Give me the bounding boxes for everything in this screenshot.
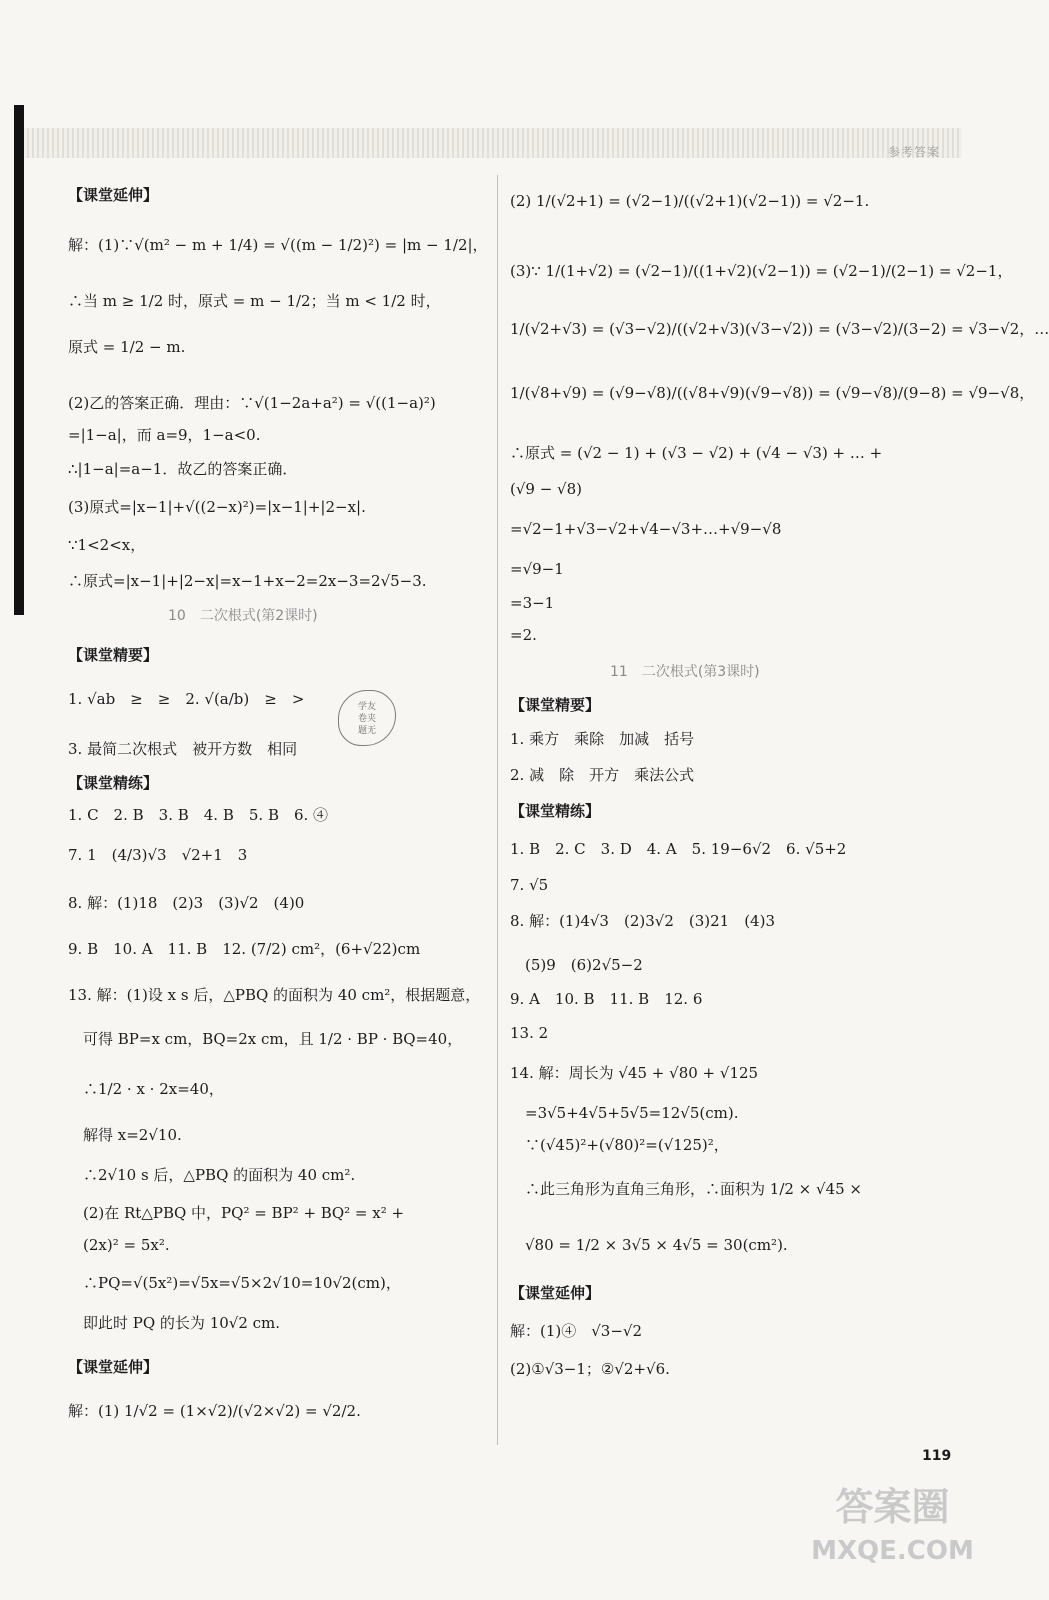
- text-line: 即此时 PQ 的长为 10√2 cm.: [68, 1314, 281, 1332]
- text-line: 14. 解：周长为 √45 + √80 + √125: [510, 1064, 759, 1082]
- text-line: 13. 2: [510, 1024, 549, 1042]
- text-line: =√2−1+√3−√2+√4−√3+…+√9−√8: [510, 520, 782, 538]
- text-line: =3−1: [510, 594, 555, 612]
- text-line: (√9 − √8): [510, 480, 583, 498]
- text-line: ∴原式 = (√2 − 1) + (√3 − √2) + (√4 − √3) + … +: [510, 444, 883, 462]
- text-line: 7. 1 (4/3)√3 √2+1 3: [68, 846, 248, 864]
- column-divider: [497, 175, 498, 1445]
- text-line: =3√5+4√5+5√5=12√5(cm).: [510, 1104, 739, 1122]
- text-line: 解：(1)④ √3−√2: [510, 1322, 643, 1340]
- header-tag: 参考答案: [887, 145, 940, 159]
- text-line: 13. 解：(1)设 x s 后，△PBQ 的面积为 40 cm²，根据题意，: [68, 986, 481, 1004]
- section-heading: 【课堂精练】: [510, 802, 601, 820]
- text-line: 1/(√2+√3) = (√3−√2)/((√2+√3)(√3−√2)) = (√3−√2)/(3−2) = √3−√2，…: [510, 320, 1049, 338]
- text-line: 9. A 10. B 11. B 12. 6: [510, 990, 703, 1008]
- text-line: (2)乙的答案正确．理由：∵√(1−2a+a²) = √((1−a)²): [68, 394, 436, 412]
- text-line: (3)∵ 1/(1+√2) = (√2−1)/((1+√2)(√2−1)) = (√2−1)/(2−1) = √2−1，: [510, 262, 1013, 280]
- text-line: ∵1<2<x，: [68, 536, 146, 554]
- text-line: 1. 乘方 乘除 加减 括号: [510, 730, 695, 748]
- section-heading: 【课堂精练】: [68, 774, 159, 792]
- stamp: 学友 卷夹 题无: [338, 690, 396, 746]
- text-line: 1/(√8+√9) = (√9−√8)/((√8+√9)(√9−√8)) = (√9−√8)/(9−8) = √9−√8，: [510, 384, 1035, 402]
- text-line: 2. 减 除 开方 乘法公式: [510, 766, 695, 784]
- text-line: 1. B 2. C 3. D 4. A 5. 19−6√2 6. √5+2: [510, 840, 847, 858]
- text-line: ∴1/2 · x · 2x=40，: [68, 1080, 224, 1098]
- text-line: 解：(1) 1/√2 = (1×√2)/(√2×√2) = √2/2.: [68, 1402, 361, 1420]
- text-line: ∴当 m ≥ 1/2 时，原式 = m − 1/2；当 m < 1/2 时，: [68, 292, 441, 310]
- text-line: (3)原式=|x−1|+√((2−x)²)=|x−1|+|2−x|.: [68, 498, 366, 516]
- right-column: [510, 0, 1049, 1500]
- text-line: 7. √5: [510, 876, 549, 894]
- section-heading: 【课堂延伸】: [68, 186, 159, 204]
- text-line: (2)①√3−1；②√2+√6.: [510, 1360, 670, 1378]
- text-line: 原式 = 1/2 − m.: [68, 338, 186, 356]
- text-line: (2)在 Rt△PBQ 中，PQ² = BP² + BQ² = x² +: [68, 1204, 405, 1222]
- text-line: 9. B 10. A 11. B 12. (7/2) cm²，(6+√22)cm: [68, 940, 421, 958]
- text-line: =2.: [510, 626, 537, 644]
- text-line: ∴原式=|x−1|+|2−x|=x−1+x−2=2x−3=2√5−3.: [68, 572, 427, 590]
- lesson-title: 11 二次根式(第3课时): [610, 664, 760, 680]
- text-line: =|1−a|，而 a=9，1−a<0.: [68, 426, 261, 444]
- text-line: ∴2√10 s 后，△PBQ 的面积为 40 cm².: [68, 1166, 356, 1184]
- text-line: 解得 x=2√10.: [68, 1126, 182, 1144]
- page-number: 119: [922, 1448, 952, 1464]
- text-line: (2x)² = 5x².: [68, 1236, 170, 1254]
- text-line: 8. 解：(1)4√3 (2)3√2 (3)21 (4)3: [510, 912, 775, 930]
- section-heading: 【课堂精要】: [510, 696, 601, 714]
- text-line: 1. C 2. B 3. B 4. B 5. B 6. ④: [68, 806, 329, 824]
- text-line: ∴此三角形为直角三角形，∴面积为 1/2 × √45 ×: [510, 1180, 862, 1198]
- text-line: ∴PQ=√(5x²)=√5x=√5×2√10=10√2(cm)，: [68, 1274, 401, 1292]
- section-heading: 【课堂延伸】: [68, 1358, 159, 1376]
- lesson-title: 10 二次根式(第2课时): [168, 608, 318, 624]
- text-line: =√9−1: [510, 560, 564, 578]
- text-line: 1. √ab ≥ ≥ 2. √(a/b) ≥ >: [68, 690, 305, 708]
- section-heading: 【课堂延伸】: [510, 1284, 601, 1302]
- left-column: [68, 0, 488, 1500]
- text-line: (5)9 (6)2√5−2: [510, 956, 643, 974]
- text-line: ∵(√45)²+(√80)²=(√125)²，: [510, 1136, 729, 1154]
- text-line: 解：(1)∵√(m² − m + 1/4) = √((m − 1/2)²) = |m − 1/2|，: [68, 236, 488, 254]
- text-line: ∴|1−a|=a−1．故乙的答案正确．: [68, 460, 298, 478]
- text-line: 8. 解：(1)18 (2)3 (3)√2 (4)0: [68, 894, 305, 912]
- watermark-logo: 答案圈 MXQE.COM: [811, 1485, 974, 1566]
- section-heading: 【课堂精要】: [68, 646, 159, 664]
- text-line: 3. 最简二次根式 被开方数 相同: [68, 740, 298, 758]
- text-line: 可得 BP=x cm，BQ=2x cm，且 1/2 · BP · BQ=40，: [68, 1030, 463, 1048]
- binding-edge: [14, 105, 24, 615]
- text-line: √80 = 1/2 × 3√5 × 4√5 = 30(cm²).: [510, 1236, 788, 1254]
- text-line: (2) 1/(√2+1) = (√2−1)/((√2+1)(√2−1)) = √2−1.: [510, 192, 870, 210]
